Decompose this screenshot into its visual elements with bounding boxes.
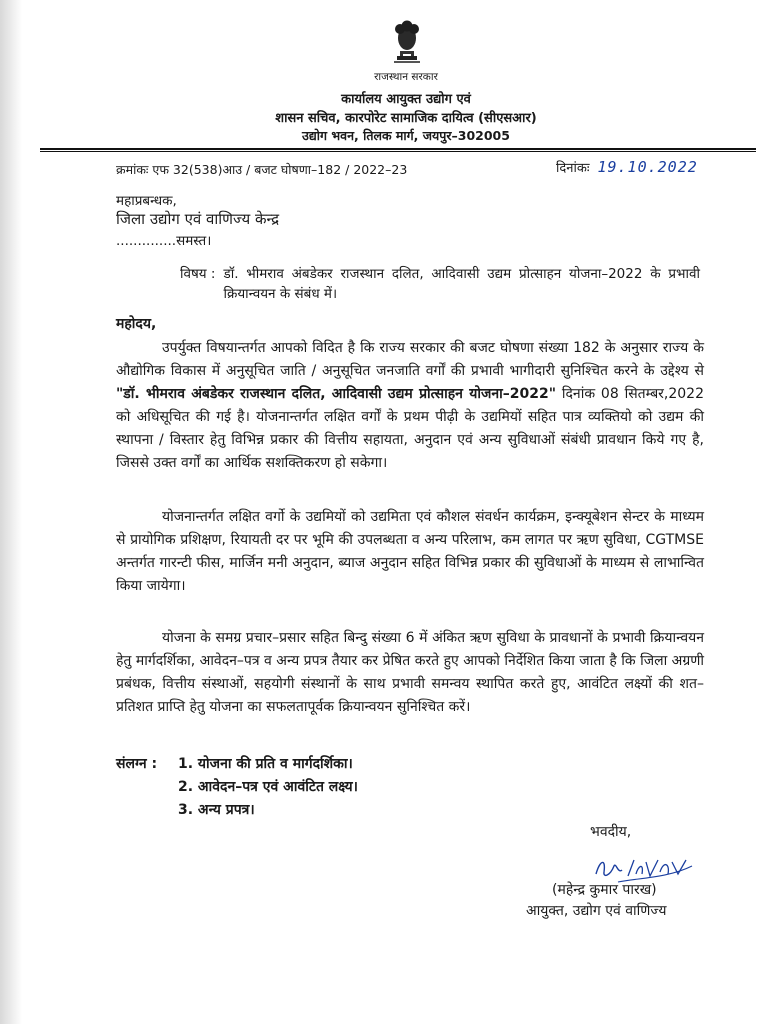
enclosure-item: 3. अन्य प्रपत्र।	[178, 802, 255, 818]
scan-page-edge	[0, 0, 22, 1024]
header-divider-thick	[40, 148, 756, 150]
scheme-name-bold: "डॉ. भीमराव अंबडेकर राजस्थान दलित, आदिवासी उद्यम प्रोत्साहन योजना–2022"	[116, 386, 557, 402]
addressee-office: जिला उद्योग एवं वाणिज्य केन्द्र	[116, 210, 280, 228]
government-name: राजस्थान सरकार	[374, 71, 438, 83]
closing-phrase: भवदीय,	[590, 824, 632, 840]
letter-date	[556, 158, 698, 176]
addressee-location: ..............समस्त।	[116, 233, 212, 249]
p1-text-part2: दिनांक 08 सितम्बर,2022 को अधिसूचित की गई है। योजनान्तर्गत लक्षित वर्गों के प्रथम पीढ़ी के उद्यमियों सहित पात्र व्यक्तियो को उद्यम की स्थापना / विस्तार हेतु विभिन्न प्रकार की वित्तीय सहायता, अनुदान एवं अन्य सुविधाओं संबंधी प्रावधान किये गए है, जिससे उक्त वर्गों का आर्थिक सशक्तिकरण हो सकेगा।	[116, 386, 704, 471]
office-name-line2: शासन सचिव, कारपोरेट सामाजिक दायित्व (सीएसआर)	[275, 111, 537, 126]
office-address: उद्योग भवन, तिलक मार्ग, जयपुर–302005	[302, 128, 510, 143]
body-paragraph-1	[116, 337, 704, 475]
reference-number: क्रमांकः एफ 32(538)आउ / बजट घोषणा–182 / 2022–23	[116, 162, 408, 177]
signatory-name: (महेन्द्र कुमार पारख)	[552, 882, 657, 898]
office-name-line1: कार्यालय आयुक्त उद्योग एवं	[341, 92, 471, 107]
enclosure-item: 2. आवेदन–पत्र एवं आवंटित लक्ष्य।	[178, 779, 358, 795]
body-paragraph-2: योजनान्तर्गत लक्षित वर्गो के उद्यमियों को उद्यमिता एवं कौशल संवर्धन कार्यक्रम, इन्क्यूबेशन सेन्टर के माध्यम से प्रायोगिक प्रशिक्षण, रियायती दर पर भूमि की उपलब्धता व अन्य परिलाभ, कम लागत पर ऋण सुविधा, CGTMSE अन्तर्गत गारन्टी फीस, मार्जिन मनी अनुदान, ब्याज अनुदान सहित विभिन्न प्रकार की सुविधाओं के माध्यम से लाभान्वित किया जायेगा।	[116, 509, 704, 594]
body-paragraph-3: योजना के समग्र प्रचार–प्रसार सहित बिन्दु संख्या 6 में अंकित ऋण सुविधा के प्रावधानों के प्रभावी क्रियान्वयन हेतु मार्गदर्शिका, आवेदन–पत्र व अन्य प्रपत्र तैयार कर प्रेषित करते हुए आपको निर्देशित किया जाता है कि जिला अग्रणी प्रबंधक, वित्तीय संस्थाओं, सहयोगी संस्थानों के साथ प्रभावी समन्वय स्थापित करते हुए, आवंटित लक्ष्यों की शत–प्रतिशत प्राप्ति हेतु योजना का सफलतापूर्वक क्रियान्वयन सुनिश्चित करें।	[116, 630, 705, 715]
state-emblem-icon	[388, 18, 426, 64]
salutation: महोदय,	[116, 316, 157, 332]
subject-block	[180, 264, 700, 304]
subject-text: डॉ. भीमराव अंबडेकर राजस्थान दलित, आदिवासी उद्यम प्रोत्साहन योजना–2022 के प्रभावी क्रियान्वयन के संबंध में।	[223, 266, 700, 302]
enclosures-label: संलग्न :	[116, 756, 158, 772]
header-divider-thin	[40, 151, 756, 152]
addressee-designation: महाप्रबन्धक,	[116, 193, 177, 209]
handwritten-date: 19.10.2022	[597, 158, 698, 176]
enclosures-list	[116, 753, 358, 822]
p1-text-part1: उपर्युक्त विषयान्तर्गत आपको विदित है कि राज्य सरकार की बजट घोषणा संख्या 182 के अनुसार राज्य के औद्योगिक विकास में अनुसूचित जाति / अनुसूचित जनजाति वर्गों की प्रभावी भागीदारी सुनिश्चित करने के उद्देश्य से	[116, 340, 704, 379]
signatory-title: आयुक्त, उद्योग एवं वाणिज्य	[526, 903, 667, 919]
subject-label: विषय :	[180, 266, 216, 282]
date-label: दिनांकः	[556, 161, 590, 176]
enclosure-item: 1. योजना की प्रति व मार्गदर्शिका।	[178, 756, 353, 772]
